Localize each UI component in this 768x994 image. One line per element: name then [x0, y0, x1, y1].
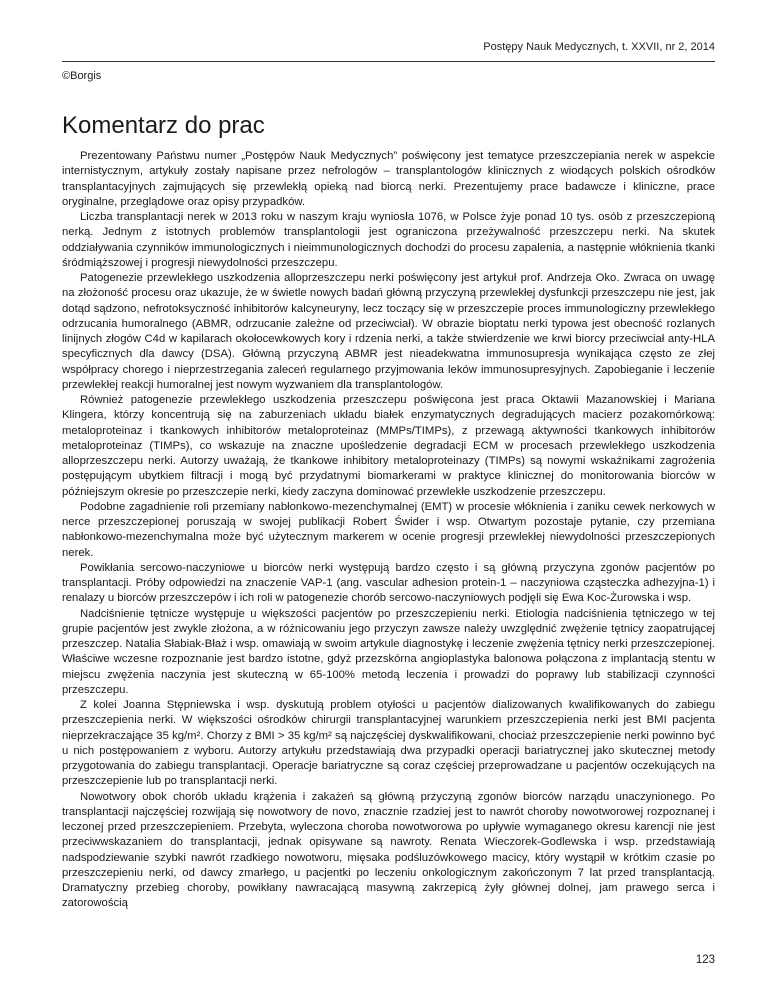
paragraph: Prezentowany Państwu numer „Postępów Nauk Medycznych” poświęcony jest tematyce przeszczepiania nerek w aspekcie internistycznym, artykuły zostały napisane przez nefrologów – transplantologów klinicznych z wiodących polskich ośrodków transplantacyjnych zajmujących się przewlekłą opieką nad biorcą nerki. Prezentujemy prace badawcze i kliniczne, prace oryginalne, przeglądowe oraz opisy przypadków.	[62, 150, 715, 208]
article-title: Komentarz do prac	[62, 112, 265, 139]
paragraph: Powikłania sercowo-naczyniowe u biorców nerki występują bardzo często i są główną przyczyna zgonów pacjentów po transplantacji. Próby odpowiedzi na znaczenie VAP-1 (ang. vascular adhesion protein-1 – naczyniowa cząsteczka adhezyjna-1) i renalazy u biorców przeszczepów i ich roli w patogenezie chorób sercowo-naczyniowych podjęli się Ewa Koc-Żurowska i wsp.	[62, 561, 715, 605]
article-body	[62, 149, 715, 912]
journal-header: Postępy Nauk Medycznych, t. XXVII, nr 2, 2014	[483, 41, 715, 53]
paragraph: Z kolei Joanna Stępniewska i wsp. dyskutują problem otyłości u pacjentów dializowanych kwalifikowanych do zabiegu przeszczepienia nerki. W większości ośrodków chirurgii transplantacyjnej warunkiem przeszczepienia nerki jest BMI pacjenta nieprzekraczające 35 kg/m². Chorzy z BMI > 35 kg/m² są najczęściej dyskwalifikowani, chociaż przeszczepienie nerki powinno być u nich postępowaniem z wyboru. Autorzy artykułu przedstawiają dwa przypadki operacji bariatrycznej jako skutecznej metody przygotowania do zabiegu transplantacji. Operacje bariatryczne są coraz częściej przeprowadzane u pacjentów oczekujących na przeszczepienie lub po transplantacji nerki.	[62, 699, 715, 788]
paragraph: Nowotwory obok chorób układu krążenia i zakażeń są główną przyczyną zgonów biorców narządu unaczynionego. Po transplantacji najczęściej rozwijają się nowotwory de novo, znacznie rzadziej jest to nawrót choroby nowotworowej rozpoznanej i leczonej przed przeszczepieniem. Przebyta, wyleczona choroba nowotworowa po upływie wymaganego okresu karencji nie jest przeciwwskazaniem do transplantacji, jednak opisywane są nawroty. Renata Wieczorek-Godlewska i wsp. przedstawiają nadspodziewanie szybki nawrót rzadkiego nowotworu, mięsaka podśluzówkowego macicy, który wystąpił w krótkim czasie po przeszczepieniu nerki, od dawcy zmarłego, u pacjentki po leczeniu onkologicznym zakończonym 7 lat przed transplantacją. Dramatyczny przebieg choroby, powikłany nawracającą masywną zakrzepicą żyły głównej dolnej, jam prawego serca i zatorowością	[62, 790, 715, 910]
header-rule	[62, 61, 715, 62]
page-number: 123	[695, 954, 715, 966]
paragraph: Patogenezie przewlekłego uszkodzenia alloprzeszczepu nerki poświęcony jest artykuł prof. Andrzeja Oko. Zwraca on uwagę na złożoność procesu oraz ukazuje, że w świetle nowych badań główną przyczyną przewlekłej dysfunkcji przeszczepu nie jest, jak dotąd sądzono, nefrotoksyczność inhibitorów kalcyneuryny, lecz toczący się w przeszczepie proces immunologiczny przewlekłego odrzucania humoralnego (ABMR, odrzucanie zależne od przeciwciał). W obrazie bioptatu nerki typowa jest obecność rozlanych linijnych złogów C4d w kapilarach okołocewkowych kory i rdzenia nerki, a także stwierdzenie we krwi biorcy przeciwciał anty-HLA specyficznych dla dawcy (DSA). Główną przyczyną ABMR jest nieadekwatna immunosupresja wynikająca często ze złej współpracy chorego i nieprzestrzegania zaleceń regularnego przyjmowania leków immunosupresyjnych. Zapobieganie i leczenie przewlekłej reakcji humoralnej jest nowym wyzwaniem dla transplantologów.	[62, 272, 715, 391]
publisher-mark: ©Borgis	[62, 70, 102, 82]
paragraph: Liczba transplantacji nerek w 2013 roku w naszym kraju wyniosła 1076, w Polsce żyje ponad 10 tys. osób z przeszczepioną nerką. Jednym z istotnych problemów transplantologii jest ograniczona przeżywalność przeszczepu nerki. Na skutek oddziaływania czynników immunologicznych i nieimmunologicznych dochodzi do procesu zapalenia, a następnie włóknienia tkanki śródmiąższowej i progresji niewydolności przeszczepu.	[62, 211, 715, 269]
paragraph: Podobne zagadnienie roli przemiany nabłonkowo-mezenchymalnej (EMT) w procesie włóknienia i zaniku cewek nerkowych w nerce przeszczepionej poruszają w swojej publikacji Robert Świder i wsp. Otwartym pozostaje pytanie, czy przemiana nabłonkowo-mezenchymalna może być użytecznym markerem w ocenie progresji przewlekłej niewydolności przeszczepionych nerek.	[62, 500, 715, 559]
paragraph: Również patogenezie przewlekłego uszkodzenia przeszczepu poświęcona jest praca Oktawii Mazanowskiej i Mariana Klingera, którzy koncentrują się na zaburzeniach układu białek enzymatycznych degradujących macierz pozakomórkową: metaloproteinaz i tkankowych inhibitorów metaloproteinaz (MMPs/TIMPs), z przewagą aktywności tkankowych inhibitorów metaloproteinaz (TIMPs), co wskazuje na znaczne upośledzenie degradacji ECM w procesach przewlekłego uszkodzenia alloprzeszczepu nerki. Autorzy uważają, że tkankowe inhibitory metaloproteinazy (TIMPs) są nowymi wskaźnikami zagrożenia postępującym ubytkiem filtracji i mogą być przydatnymi biomarkerami w praktyce klinicznej do monitorowania biorców w późniejszym okresie po przeszczepie nerki, kiedy zaczyna dominować przewlekłe uszkodzenie przeszczepu.	[62, 394, 715, 498]
paragraph: Nadciśnienie tętnicze występuje u większości pacjentów po przeszczepieniu nerki. Etiologia nadciśnienia tętniczego w tej grupie pacjentów jest zwykle złożona, a w różnicowaniu jego przyczyn zawsze należy uwzględnić zwężenie tętnicy zaopatrującej przeszczep. Natalia Słabiak-Błaż i wsp. omawiają w swoim artykule diagnostykę i leczenie zwężenia tętnicy nerki przeszczepionej. Właściwe wczesne rozpoznanie jest bardzo istotne, gdyż przezskórna angioplastyka balonowa połączona z implantacją stentu w miejscu zwężenia naczynia jest skuteczną w 65-100% metodą leczenia i prowadzi do poprawy lub stabilizacji czynności przeszczepu.	[62, 607, 715, 696]
